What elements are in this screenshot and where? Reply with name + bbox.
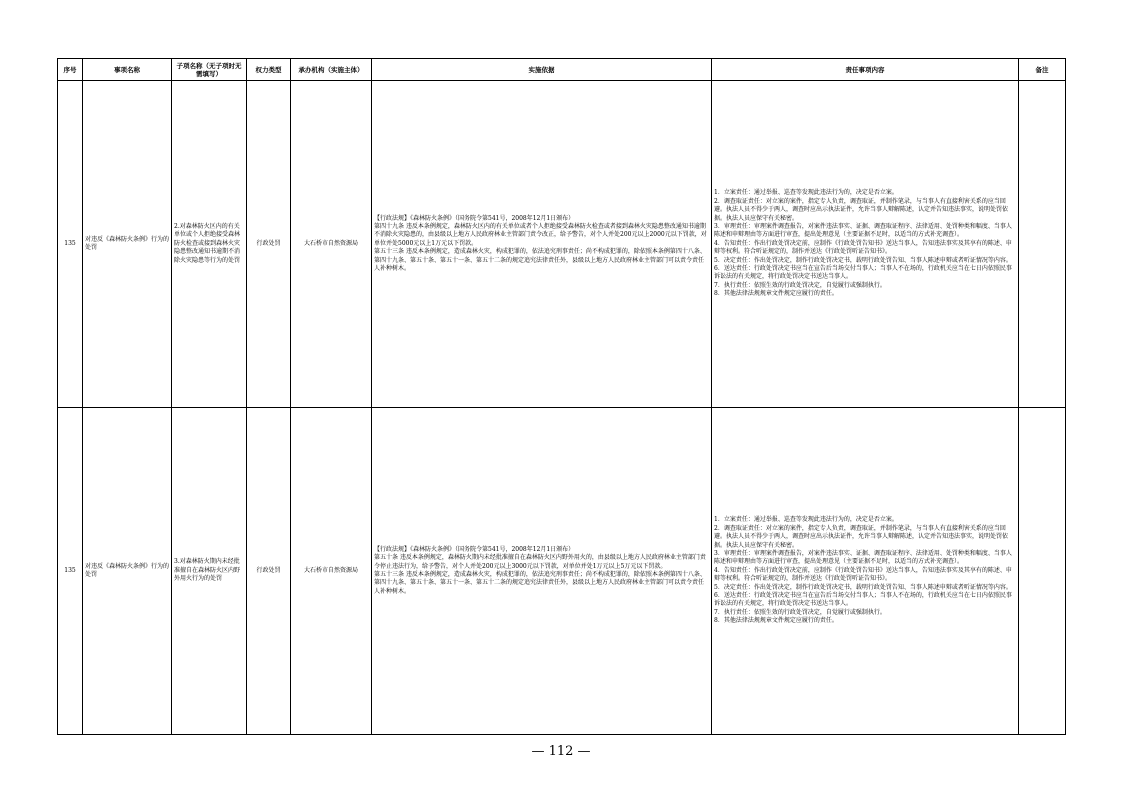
- header-no: 序号: [58, 59, 83, 81]
- cell-sub-item: 3.对森林防火期内未经批准擅自在森林防火区内野外用火行为的处罚: [172, 408, 247, 735]
- basis-line: 第四十九条 违反本条例规定，森林防火区内的有关单位或者个人拒绝接受森林防火检查或者接到森林火灾隐患整改通知书逾期不消除火灾隐患的，由县级以上地方人民政府林业主管部门责令改正，给予警告，对个人并处200元以上2000元以下罚款，对单位并处5000元以上1万元以下罚款。: [374, 222, 707, 247]
- basis-line: 第五十三条 违反本条例规定，造成森林火灾，构成犯罪的，依法追究刑事责任；尚不构成犯罪的，除依照本条例第四十八条、第四十九条、第五十条、第五十一条、第五十二条的规定追究法律责任外，县级以上地方人民政府林业主管部门可以责令责任人补种树木。: [374, 248, 706, 273]
- responsibility-line: 2．调查取证责任：对立案的案件，指定专人负责，调查取证，并制作笔录，与当事人有直接利害关系的应当回避。执法人员不得少于两人，调查时应出示执法证件，允许当事人辩解陈述，认定并告知违法事实，说明处罚依据。执法人员应保守有关秘密。: [714, 197, 1009, 222]
- basis-line: 第五十条 违反本条例规定，森林防火期内未经批准擅自在森林防火区内野外用火的，由县级以上地方人民政府林业主管部门责令停止违法行为，给予警告，对个人并处200元以上3000元以下罚款，对单位并处1万元以上5万元以下罚款。: [374, 554, 706, 570]
- cell-agency: 大石桥市自然资源局: [291, 81, 372, 408]
- header-item-name: 事项名称: [83, 59, 172, 81]
- cell-remarks: [1019, 81, 1066, 408]
- cell-basis: [372, 408, 712, 735]
- table-row: [58, 408, 1066, 735]
- responsibility-line: 6．送达责任：行政处罚决定书应当在宣告后当场交付当事人；当事人不在场的，行政机关应当在七日内依照民事诉讼法的有关规定，将行政处罚决定书送达当事人。: [714, 265, 1012, 281]
- cell-power-type: 行政处罚: [247, 81, 291, 408]
- cell-no: 135: [58, 81, 83, 408]
- cell-item-name: 对违反《森林防火条例》行为的处罚: [83, 408, 172, 735]
- table-row: [58, 81, 1066, 408]
- power-list-table: [57, 58, 1066, 735]
- cell-agency: 大石桥市自然资源局: [291, 408, 372, 735]
- cell-remarks: [1019, 408, 1066, 735]
- responsibility-line: 8．其他法律法规规章文件规定应履行的责任。: [714, 617, 838, 625]
- responsibility-line: 4．告知责任：作出行政处罚决定前，应制作《行政处罚告知书》送达当事人，告知违法事实及其享有的陈述、申辩等权利。符合听证规定的，制作并送达《行政处罚听证告知书》。: [714, 566, 1012, 583]
- table-header-row: [58, 59, 1066, 81]
- cell-responsibility: [712, 408, 1019, 735]
- responsibility-line: 1．立案责任：通过举报、巡查等发现此违法行为的，决定是否立案。: [714, 189, 898, 197]
- header-remarks: 备注: [1019, 59, 1066, 81]
- cell-no: 135: [58, 408, 83, 735]
- header-responsibility: 责任事项内容: [712, 59, 1019, 81]
- responsibility-line: 7．执行责任：依照生效的行政处罚决定，自觉履行或强制执行。: [714, 608, 886, 616]
- header-sub-item: 子项名称（无子项时无需填写）: [172, 59, 247, 81]
- responsibility-line: 6．送达责任：行政处罚决定书应当在宣告后当场交付当事人；当事人不在场的，行政机关应当在七日内依照民事诉讼法的有关规定，将行政处罚决定书送达当事人。: [714, 592, 1012, 608]
- responsibility-line: 5．决定责任：作出处罚决定，制作行政处罚决定书，载明行政处罚告知、当事人陈述申辩或者听证情况等内容。: [714, 583, 1012, 591]
- basis-line: 第五十三条 违反本条例规定，造成森林火灾，构成犯罪的，依法追究刑事责任；尚不构成犯罪的，除依照本条例第四十八条、第四十九条、第五十条、第五十一条、第五十二条的规定追究法律责任外，县级以上地方人民政府林业主管部门可以责令责任人补种树木。: [374, 571, 706, 595]
- responsibility-line: 3．审理责任：审理案件调查报告，对案件违法事实、证据、调查取证程序、法律适用、处罚种类和幅度、当事人陈述和申辩理由等方面进行审查，提出处理意见（主要证据不足时，以适当的方式补充调查）。: [714, 549, 1012, 566]
- responsibility-line: 7．执行责任：依照生效的行政处罚决定，自觉履行或强制执行。: [714, 281, 886, 289]
- cell-item-name: 对违反《森林防火条例》行为的处罚: [83, 81, 172, 408]
- header-agency: 承办机构（实施主体）: [291, 59, 372, 81]
- cell-sub-item: 2.对森林防火区内的有关单位或个人拒绝接受森林防火检查或接到森林火灾隐患整改通知书逾期不消除火灾隐患等行为的处罚: [172, 81, 247, 408]
- cell-responsibility: [712, 81, 1019, 408]
- responsibility-line: 3．审理责任：审理案件调查报告，对案件违法事实、证据、调查取证程序、法律适用、处罚种类和幅度、当事人陈述和申辩理由等方面进行审查，提出处理意见（主要证据不足时，以适当的方式补充调查）。: [714, 222, 1012, 239]
- responsibility-line: 8．其他法律法规规章文件规定应履行的责任。: [714, 290, 838, 298]
- cell-basis: [372, 81, 712, 408]
- basis-line: 【行政法规】《森林防火条例》（国务院令第541号，2008年12月1日颁布）: [374, 214, 575, 222]
- responsibility-line: 5．决定责任：作出处罚决定，制作行政处罚决定书，载明行政处罚告知、当事人陈述申辩或者听证情况等内容。: [714, 256, 1012, 264]
- page-number: — 112 —: [531, 744, 591, 759]
- header-basis: 实施依据: [372, 59, 712, 81]
- cell-power-type: 行政处罚: [247, 408, 291, 735]
- responsibility-line: 2．调查取证责任：对立案的案件，指定专人负责，调查取证，并制作笔录，与当事人有直接利害关系的应当回避。执法人员不得少于两人，调查时应出示执法证件，允许当事人辩解陈述，认定并告知违法事实，说明处罚依据。执法人员应保守有关秘密。: [714, 524, 1009, 549]
- header-power-type: 权力类型: [247, 59, 291, 81]
- basis-line: 【行政法规】《森林防火条例》（国务院令第541号，2008年12月1日颁布）: [374, 545, 575, 553]
- responsibility-line: 4．告知责任：作出行政处罚决定前，应制作《行政处罚告知书》送达当事人，告知违法事实及其享有的陈述、申辩等权利。符合听证规定的，制作并送达《行政处罚听证告知书》。: [714, 239, 1012, 256]
- responsibility-line: 1．立案责任：通过举报、巡查等发现此违法行为的，决定是否立案。: [714, 516, 898, 524]
